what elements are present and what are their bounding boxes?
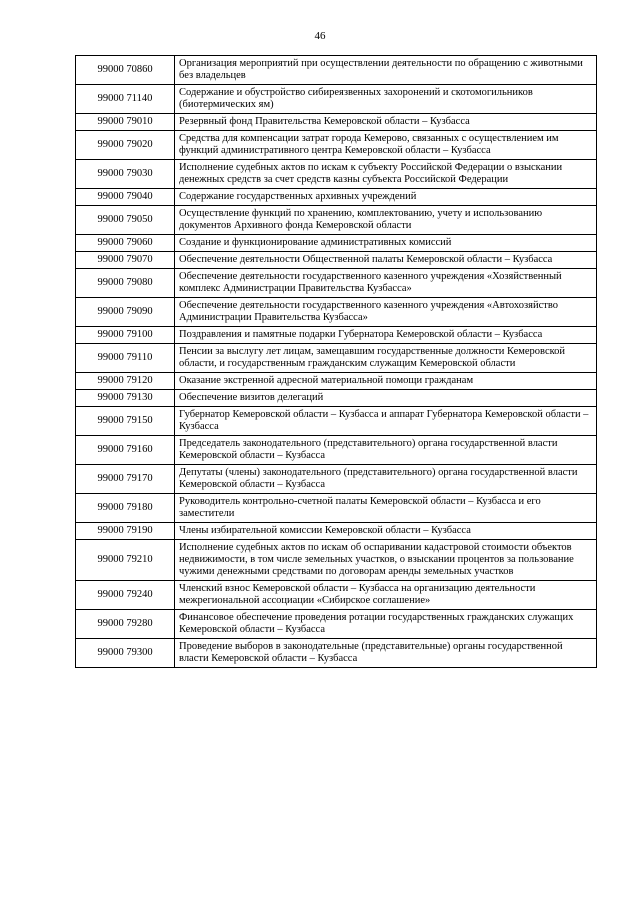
row-code: 99000 79180	[76, 494, 175, 523]
row-code: 99000 79130	[76, 390, 175, 407]
row-description: Содержание государственных архивных учреждений	[175, 189, 597, 206]
table-row	[76, 465, 597, 494]
row-description: Руководитель контрольно-счетной палаты Кемеровской области – Кузбасса и его заместители	[175, 494, 597, 523]
table-row	[76, 581, 597, 610]
row-code: 99000 79030	[76, 160, 175, 189]
table-row	[76, 639, 597, 668]
row-code: 99000 79170	[76, 465, 175, 494]
table-row	[76, 114, 597, 131]
row-description: Создание и функционирование административных комиссий	[175, 235, 597, 252]
table-row	[76, 189, 597, 206]
row-code: 99000 79300	[76, 639, 175, 668]
row-description: Обеспечение визитов делегаций	[175, 390, 597, 407]
row-description: Губернатор Кемеровской области – Кузбасса и аппарат Губернатора Кемеровской области – Кузбасса	[175, 407, 597, 436]
row-code: 99000 79240	[76, 581, 175, 610]
row-code: 99000 79280	[76, 610, 175, 639]
table-row	[76, 390, 597, 407]
table-row	[76, 540, 597, 581]
table-row	[76, 523, 597, 540]
row-description: Обеспечение деятельности Общественной палаты Кемеровской области – Кузбасса	[175, 252, 597, 269]
table-row	[76, 610, 597, 639]
row-description: Организация мероприятий при осуществлении деятельности по обращению с животными без владельцев	[175, 56, 597, 85]
row-code: 99000 79090	[76, 298, 175, 327]
row-description: Средства для компенсации затрат города Кемерово, связанных с осуществлением им функций административного центра Кемеровской области – Кузбасса	[175, 131, 597, 160]
row-description: Резервный фонд Правительства Кемеровской области – Кузбасса	[175, 114, 597, 131]
row-code: 99000 79060	[76, 235, 175, 252]
budget-code-table	[75, 55, 597, 668]
row-description: Оказание экстренной адресной материальной помощи гражданам	[175, 373, 597, 390]
table-row	[76, 252, 597, 269]
table-row	[76, 298, 597, 327]
row-description: Содержание и обустройство сибиреязвенных захоронений и скотомогильников (биотермических ям)	[175, 85, 597, 114]
table-row	[76, 407, 597, 436]
row-code: 99000 79150	[76, 407, 175, 436]
row-description: Исполнение судебных актов по искам к субъекту Российской Федерации о взыскании денежных средств за счет средств казны субъекта Российской Федерации	[175, 160, 597, 189]
row-code: 99000 79120	[76, 373, 175, 390]
row-description: Поздравления и памятные подарки Губернатора Кемеровской области – Кузбасса	[175, 327, 597, 344]
row-description: Осуществление функций по хранению, комплектованию, учету и использованию документов Архивного фонда Кемеровской области	[175, 206, 597, 235]
row-description: Исполнение судебных актов по искам об оспаривании кадастровой стоимости объектов недвижимости, в том числе земельных участков, о взыскании процентов за пользование чужими денежными средствами по договорам аренды земельных участков	[175, 540, 597, 581]
row-code: 99000 79070	[76, 252, 175, 269]
table-row	[76, 206, 597, 235]
table-body	[76, 56, 597, 668]
row-code: 99000 79010	[76, 114, 175, 131]
row-code: 99000 71140	[76, 85, 175, 114]
row-code: 99000 79190	[76, 523, 175, 540]
row-description: Члены избирательной комиссии Кемеровской области – Кузбасса	[175, 523, 597, 540]
table-row	[76, 327, 597, 344]
table-row	[76, 160, 597, 189]
table-row	[76, 436, 597, 465]
row-description: Членский взнос Кемеровской области – Кузбасса на организацию деятельности межрегиональной ассоциации «Сибирское соглашение»	[175, 581, 597, 610]
table-row	[76, 85, 597, 114]
row-description: Пенсии за выслугу лет лицам, замещавшим государственные должности Кемеровской области, и государственным гражданским служащим Кемеровской области	[175, 344, 597, 373]
page-number: 46	[314, 30, 326, 42]
row-description: Обеспечение деятельности государственного казенного учреждения «Хозяйственный комплекс Администрации Правительства Кузбасса»	[175, 269, 597, 298]
table-row	[76, 56, 597, 85]
row-description: Председатель законодательного (представительного) органа государственной власти Кемеровской области – Кузбасса	[175, 436, 597, 465]
table-row	[76, 344, 597, 373]
row-code: 99000 79050	[76, 206, 175, 235]
table-row	[76, 269, 597, 298]
table-row	[76, 235, 597, 252]
row-code: 99000 79110	[76, 344, 175, 373]
row-description: Депутаты (члены) законодательного (представительного) органа государственной власти Кемеровской области – Кузбасса	[175, 465, 597, 494]
row-code: 99000 79080	[76, 269, 175, 298]
row-description: Обеспечение деятельности государственного казенного учреждения «Автохозяйство Администрации Правительства Кузбасса»	[175, 298, 597, 327]
row-code: 99000 79160	[76, 436, 175, 465]
row-code: 99000 79210	[76, 540, 175, 581]
row-code: 99000 79040	[76, 189, 175, 206]
row-description: Финансовое обеспечение проведения ротации государственных гражданских служащих Кемеровской области – Кузбасса	[175, 610, 597, 639]
row-code: 99000 79100	[76, 327, 175, 344]
row-code: 99000 79020	[76, 131, 175, 160]
row-code: 99000 70860	[76, 56, 175, 85]
table-row	[76, 494, 597, 523]
table-row	[76, 373, 597, 390]
table-row	[76, 131, 597, 160]
row-description: Проведение выборов в законодательные (представительные) органы государственной власти Кемеровской области – Кузбасса	[175, 639, 597, 668]
